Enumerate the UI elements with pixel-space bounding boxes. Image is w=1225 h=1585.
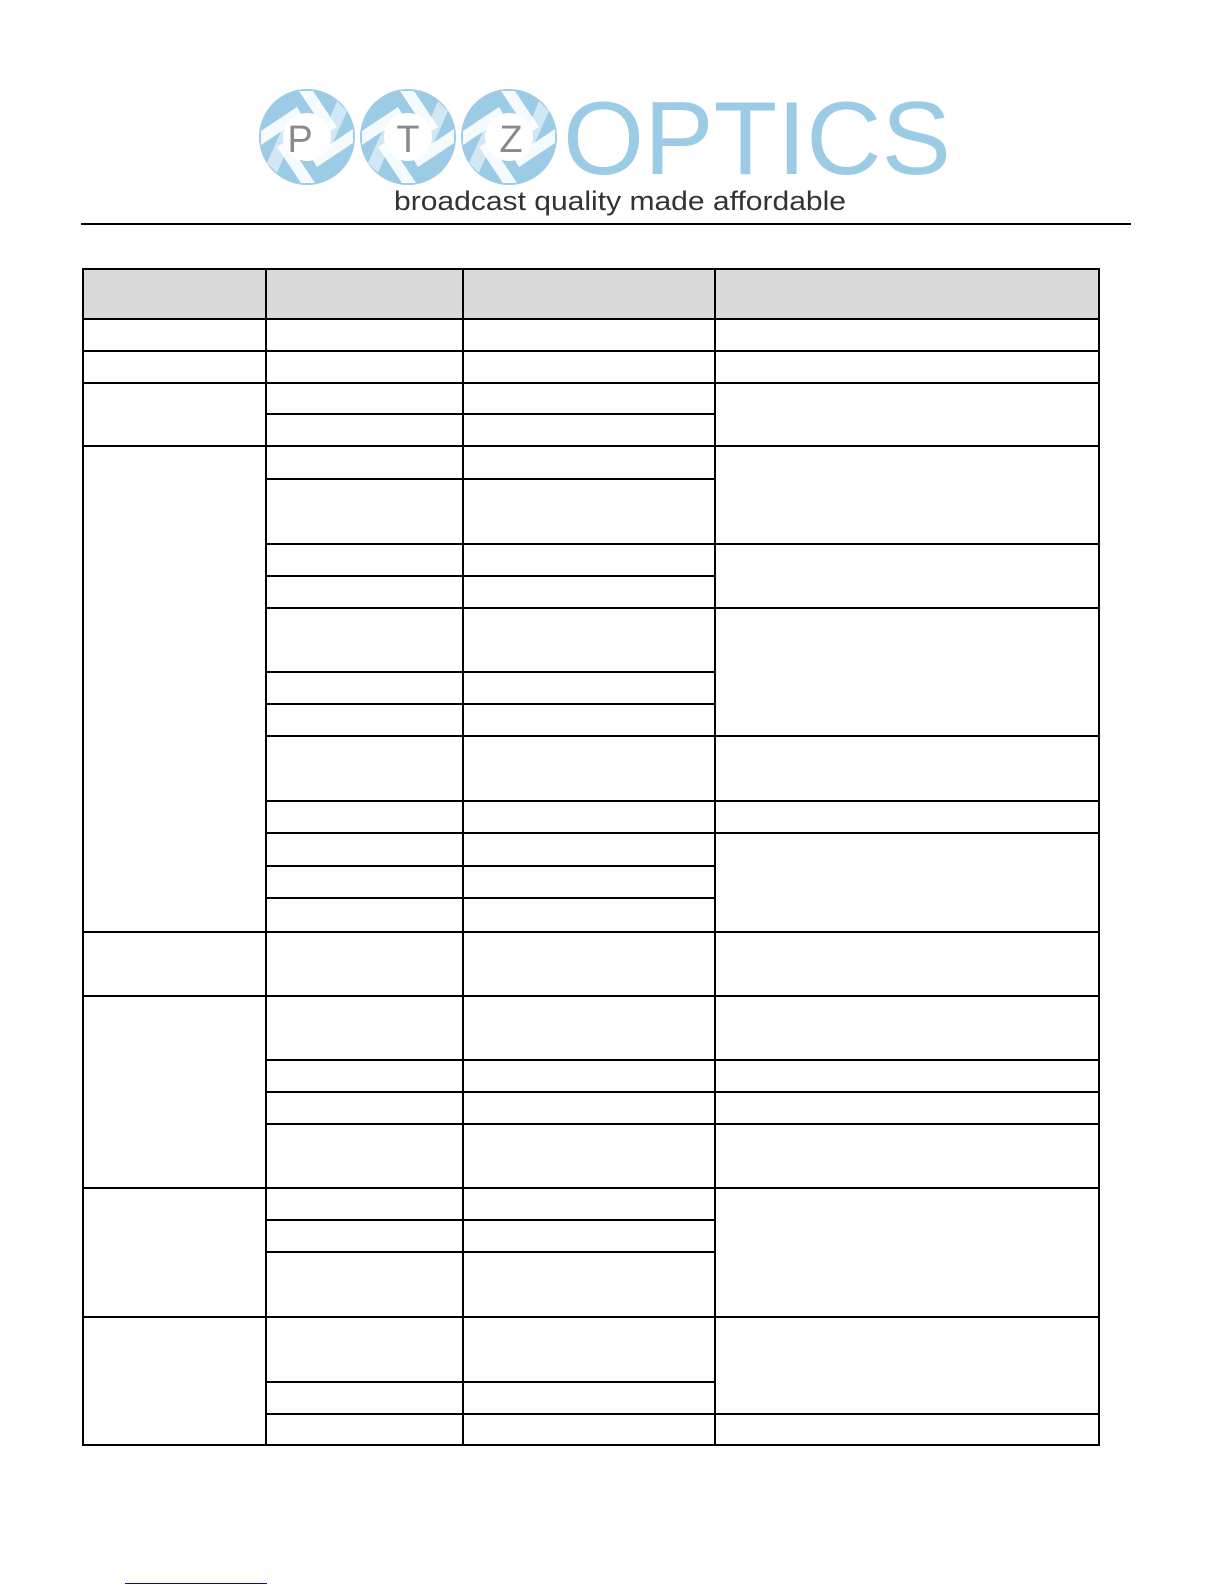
row-divider — [265, 703, 716, 705]
row-divider — [265, 897, 716, 899]
logo-wordmark: OPTICS — [563, 84, 951, 197]
row-divider — [82, 1187, 1100, 1189]
logo-letter-t: T — [396, 119, 420, 161]
row-divider — [265, 1413, 1100, 1415]
row-divider — [265, 607, 1100, 609]
row-divider — [265, 671, 716, 673]
row-divider — [265, 413, 716, 415]
row-divider — [82, 382, 1100, 384]
table-header-cell-1 — [82, 268, 265, 318]
row-divider — [82, 350, 1100, 352]
row-divider — [265, 575, 716, 577]
header-divider — [81, 223, 1131, 225]
table-header-cell-4 — [716, 268, 1100, 318]
row-divider — [82, 1316, 1100, 1318]
row-divider — [265, 1251, 716, 1253]
row-divider — [265, 832, 1100, 834]
table-header-cell-3 — [463, 268, 715, 318]
row-divider — [265, 1059, 1100, 1061]
row-divider — [265, 1381, 716, 1383]
logo-letter-p: P — [287, 119, 313, 161]
logo-tagline: broadcast quality made affordable — [394, 186, 846, 216]
row-divider — [265, 800, 1100, 802]
row-divider — [265, 1123, 1100, 1125]
table-header-cell-2 — [266, 268, 462, 318]
row-divider — [82, 995, 1100, 997]
row-divider — [82, 445, 1100, 447]
row-divider — [265, 735, 1100, 737]
row-divider — [265, 1219, 716, 1221]
row-divider — [265, 478, 716, 480]
logo-graphic — [245, 84, 967, 223]
footer-link-underline[interactable] — [125, 1583, 267, 1584]
row-divider — [265, 543, 1100, 545]
table-border-top — [82, 268, 1100, 270]
ptzoptics-logo — [245, 84, 967, 223]
row-divider — [265, 865, 716, 867]
row-divider — [265, 1091, 1100, 1093]
table-border-bottom — [82, 1444, 1100, 1446]
specification-table — [82, 268, 1100, 1446]
row-divider — [82, 931, 1100, 933]
row-divider — [82, 318, 1100, 320]
logo-letter-z: Z — [499, 119, 523, 161]
